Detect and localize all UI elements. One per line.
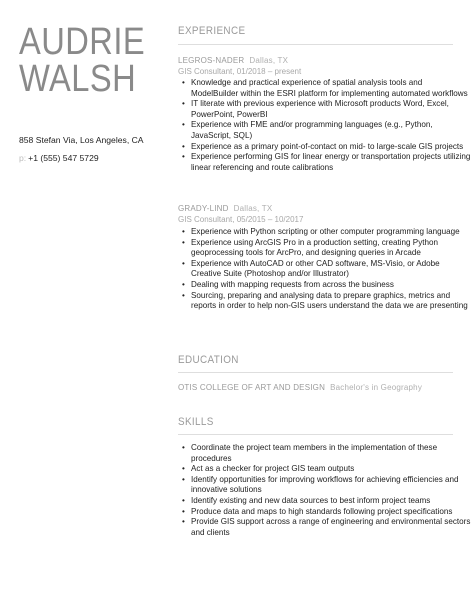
job-bullet: • Experience with FME and/or programming languages (e.g., Python, JavaScript, SQL) bbox=[191, 120, 471, 141]
job-role-dates: GIS Consultant, 05/2015 – 10/2017 bbox=[178, 215, 304, 224]
experience-divider bbox=[178, 44, 453, 45]
job-bullet: • Sourcing, preparing and analysing data to prepare graphics, metrics and reports in order to help non-GIS users understand the data we are presenting bbox=[191, 291, 471, 312]
skill-item: • Produce data and maps to high standards following project specifications bbox=[191, 507, 471, 518]
education-school: OTIS COLLEGE OF ART AND DESIGN bbox=[178, 383, 326, 392]
job-company: LEGROS-NADER bbox=[178, 56, 245, 65]
skills-section-title: SKILLS bbox=[178, 416, 214, 428]
job-bullet: • Dealing with mapping requests from across the business bbox=[191, 280, 471, 291]
phone-number: +1 (555) 547 5729 bbox=[28, 153, 99, 163]
skill-item: • Identify opportunities for improving workflows for achieving efficiencies and innovative solutions bbox=[191, 475, 471, 496]
skill-item: • Provide GIS support across a range of engineering and environmental sectors and clients bbox=[191, 517, 471, 538]
job-bullet: • Experience with AutoCAD or other CAD software, MS-Visio, or Adobe Creative Suite (Photoshop and/or Illustrator) bbox=[191, 259, 471, 280]
skill-item: • Identify existing and new data sources to best inform project teams bbox=[191, 496, 471, 507]
skills-divider bbox=[178, 434, 453, 435]
job-bullet: • Experience with Python scripting or other computer programming language bbox=[191, 227, 471, 238]
job-location: Dallas, TX bbox=[233, 204, 273, 213]
skills-list bbox=[178, 443, 471, 538]
job-bullet: • Experience as a primary point-of-contact on mid- to large-scale GIS projects bbox=[191, 142, 471, 153]
job-bullet: • Experience using ArcGIS Pro in a production setting, creating Python geoprocessing tools for ArcPro, and designing queries in Arcade bbox=[191, 238, 471, 259]
job-header bbox=[178, 204, 272, 213]
education-entry bbox=[178, 383, 422, 392]
job-bullet: • Experience performing GIS for linear energy or transportation projects utilizing linear referencing and route calibrations bbox=[191, 152, 471, 173]
job-header bbox=[178, 56, 288, 65]
skill-item: • Coordinate the project team members in the implementation of these procedures bbox=[191, 443, 471, 464]
first-name: AUDRIE bbox=[19, 21, 146, 63]
job-bullets bbox=[178, 78, 471, 173]
job-role-dates: GIS Consultant, 01/2018 – present bbox=[178, 67, 302, 76]
job-bullets bbox=[178, 227, 471, 312]
job-bullet: • Knowledge and practical experience of spatial analysis tools and ModelBuilder within the ESRI platform for implementing automated workflows bbox=[191, 78, 471, 99]
education-divider bbox=[178, 372, 453, 373]
experience-section-title: EXPERIENCE bbox=[178, 25, 246, 37]
job-location: Dallas, TX bbox=[249, 56, 289, 65]
candidate-name bbox=[19, 21, 146, 100]
education-degree: Bachelor's in Geography bbox=[330, 383, 423, 392]
last-name: WALSH bbox=[19, 58, 137, 100]
job-bullet: • IT literate with previous experience with Microsoft products Word, Excel, PowerPoint, PowerBI bbox=[191, 99, 471, 120]
job-company: GRADY-LIND bbox=[178, 204, 229, 213]
education-section-title: EDUCATION bbox=[178, 354, 239, 366]
skill-item: • Act as a checker for project GIS team outputs bbox=[191, 464, 471, 475]
phone-prefix: p: bbox=[19, 153, 27, 163]
contact-address: 858 Stefan Via, Los Angeles, CA bbox=[19, 135, 144, 145]
contact-phone bbox=[19, 153, 99, 163]
